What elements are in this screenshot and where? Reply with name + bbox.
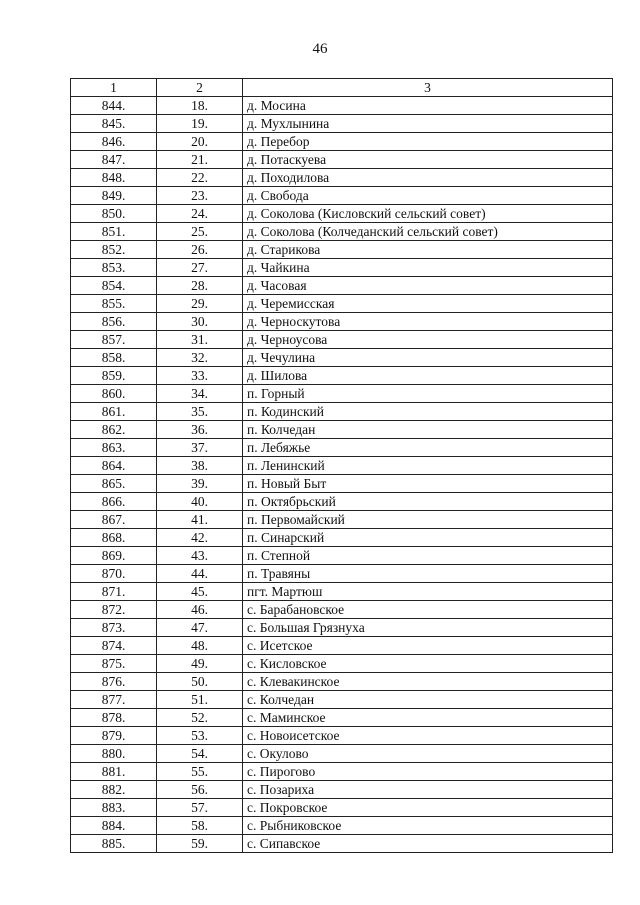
settlement-name-cell: д. Черемисская	[243, 295, 613, 313]
local-number-cell: 30.	[157, 313, 243, 331]
settlement-name-cell: п. Колчедан	[243, 421, 613, 439]
settlement-name-cell: д. Часовая	[243, 277, 613, 295]
table-row	[71, 241, 613, 259]
row-number-cell: 865.	[71, 475, 157, 493]
table-row	[71, 277, 613, 295]
row-number-cell: 860.	[71, 385, 157, 403]
local-number-cell: 28.	[157, 277, 243, 295]
settlement-name-cell: д. Свобода	[243, 187, 613, 205]
local-number-cell: 18.	[157, 97, 243, 115]
table-row	[71, 133, 613, 151]
settlement-name-cell: с. Колчедан	[243, 691, 613, 709]
table-row	[71, 349, 613, 367]
row-number-cell: 861.	[71, 403, 157, 421]
local-number-cell: 43.	[157, 547, 243, 565]
settlement-name-cell: п. Травяны	[243, 565, 613, 583]
settlement-name-cell: д. Перебор	[243, 133, 613, 151]
row-number-cell: 849.	[71, 187, 157, 205]
local-number-cell: 46.	[157, 601, 243, 619]
settlement-name-cell: п. Первомайский	[243, 511, 613, 529]
table-row	[71, 691, 613, 709]
table-row	[71, 97, 613, 115]
settlement-name-cell: д. Чечулина	[243, 349, 613, 367]
settlement-name-cell: д. Походилова	[243, 169, 613, 187]
settlement-name-cell: п. Степной	[243, 547, 613, 565]
local-number-cell: 55.	[157, 763, 243, 781]
settlement-name-cell: с. Рыбниковское	[243, 817, 613, 835]
table-row	[71, 223, 613, 241]
table-row	[71, 187, 613, 205]
local-number-cell: 26.	[157, 241, 243, 259]
settlement-name-cell: д. Старикова	[243, 241, 613, 259]
local-number-cell: 29.	[157, 295, 243, 313]
row-number-cell: 851.	[71, 223, 157, 241]
local-number-cell: 33.	[157, 367, 243, 385]
row-number-cell: 846.	[71, 133, 157, 151]
settlement-name-cell: с. Окулово	[243, 745, 613, 763]
row-number-cell: 874.	[71, 637, 157, 655]
table-header-row	[71, 79, 613, 97]
row-number-cell: 871.	[71, 583, 157, 601]
header-cell-2: 2	[157, 79, 243, 97]
table-row	[71, 295, 613, 313]
local-number-cell: 38.	[157, 457, 243, 475]
local-number-cell: 39.	[157, 475, 243, 493]
table-row	[71, 115, 613, 133]
settlement-name-cell: с. Кисловское	[243, 655, 613, 673]
settlement-name-cell: д. Черноскутова	[243, 313, 613, 331]
row-number-cell: 845.	[71, 115, 157, 133]
local-number-cell: 51.	[157, 691, 243, 709]
row-number-cell: 879.	[71, 727, 157, 745]
table-row	[71, 709, 613, 727]
row-number-cell: 869.	[71, 547, 157, 565]
settlement-name-cell: с. Позариха	[243, 781, 613, 799]
row-number-cell: 850.	[71, 205, 157, 223]
row-number-cell: 853.	[71, 259, 157, 277]
table-row	[71, 583, 613, 601]
local-number-cell: 58.	[157, 817, 243, 835]
row-number-cell: 857.	[71, 331, 157, 349]
settlement-name-cell: д. Мухлынина	[243, 115, 613, 133]
row-number-cell: 855.	[71, 295, 157, 313]
settlement-name-cell: д. Шилова	[243, 367, 613, 385]
local-number-cell: 59.	[157, 835, 243, 853]
row-number-cell: 870.	[71, 565, 157, 583]
settlement-name-cell: с. Исетское	[243, 637, 613, 655]
settlement-name-cell: п. Новый Быт	[243, 475, 613, 493]
local-number-cell: 57.	[157, 799, 243, 817]
settlement-name-cell: с. Барабановское	[243, 601, 613, 619]
table-row	[71, 745, 613, 763]
local-number-cell: 52.	[157, 709, 243, 727]
table-row	[71, 799, 613, 817]
settlement-name-cell: с. Новоисетское	[243, 727, 613, 745]
local-number-cell: 31.	[157, 331, 243, 349]
row-number-cell: 844.	[71, 97, 157, 115]
table-row	[71, 655, 613, 673]
row-number-cell: 882.	[71, 781, 157, 799]
local-number-cell: 23.	[157, 187, 243, 205]
table-row	[71, 367, 613, 385]
settlement-name-cell: п. Кодинский	[243, 403, 613, 421]
settlement-name-cell: п. Лебяжье	[243, 439, 613, 457]
settlement-name-cell: д. Соколова (Колчеданский сельский совет)	[243, 223, 613, 241]
local-number-cell: 37.	[157, 439, 243, 457]
table-row	[71, 205, 613, 223]
local-number-cell: 49.	[157, 655, 243, 673]
table-row	[71, 727, 613, 745]
local-number-cell: 19.	[157, 115, 243, 133]
settlement-name-cell: с. Маминское	[243, 709, 613, 727]
table-row	[71, 169, 613, 187]
settlement-name-cell: д. Черноусова	[243, 331, 613, 349]
table-row	[71, 457, 613, 475]
settlement-name-cell: д. Мосина	[243, 97, 613, 115]
settlement-name-cell: с. Большая Грязнуха	[243, 619, 613, 637]
row-number-cell: 863.	[71, 439, 157, 457]
settlement-name-cell: п. Ленинский	[243, 457, 613, 475]
local-number-cell: 21.	[157, 151, 243, 169]
table-row	[71, 619, 613, 637]
row-number-cell: 885.	[71, 835, 157, 853]
local-number-cell: 32.	[157, 349, 243, 367]
local-number-cell: 47.	[157, 619, 243, 637]
local-number-cell: 48.	[157, 637, 243, 655]
row-number-cell: 852.	[71, 241, 157, 259]
local-number-cell: 25.	[157, 223, 243, 241]
settlement-name-cell: с. Клевакинское	[243, 673, 613, 691]
table-row	[71, 673, 613, 691]
header-cell-1: 1	[71, 79, 157, 97]
settlement-name-cell: п. Горный	[243, 385, 613, 403]
settlement-name-cell: д. Соколова (Кисловский сельский совет)	[243, 205, 613, 223]
row-number-cell: 884.	[71, 817, 157, 835]
local-number-cell: 50.	[157, 673, 243, 691]
local-number-cell: 22.	[157, 169, 243, 187]
row-number-cell: 875.	[71, 655, 157, 673]
local-number-cell: 44.	[157, 565, 243, 583]
local-number-cell: 35.	[157, 403, 243, 421]
local-number-cell: 27.	[157, 259, 243, 277]
table-row	[71, 151, 613, 169]
row-number-cell: 868.	[71, 529, 157, 547]
table-row	[71, 529, 613, 547]
settlement-name-cell: д. Чайкина	[243, 259, 613, 277]
table-row	[71, 313, 613, 331]
row-number-cell: 848.	[71, 169, 157, 187]
row-number-cell: 858.	[71, 349, 157, 367]
local-number-cell: 56.	[157, 781, 243, 799]
table-row	[71, 331, 613, 349]
table-row	[71, 475, 613, 493]
page-number: 46	[312, 41, 328, 57]
settlement-name-cell: с. Покровское	[243, 799, 613, 817]
table-body	[71, 79, 613, 853]
local-number-cell: 40.	[157, 493, 243, 511]
row-number-cell: 856.	[71, 313, 157, 331]
row-number-cell: 859.	[71, 367, 157, 385]
row-number-cell: 883.	[71, 799, 157, 817]
table-row	[71, 565, 613, 583]
row-number-cell: 876.	[71, 673, 157, 691]
settlement-name-cell: с. Пирогово	[243, 763, 613, 781]
local-number-cell: 41.	[157, 511, 243, 529]
row-number-cell: 881.	[71, 763, 157, 781]
row-number-cell: 880.	[71, 745, 157, 763]
settlement-name-cell: с. Сипавское	[243, 835, 613, 853]
settlements-table	[70, 78, 613, 853]
local-number-cell: 54.	[157, 745, 243, 763]
row-number-cell: 878.	[71, 709, 157, 727]
settlement-name-cell: пгт. Мартюш	[243, 583, 613, 601]
table-row	[71, 511, 613, 529]
local-number-cell: 53.	[157, 727, 243, 745]
table-row	[71, 601, 613, 619]
local-number-cell: 34.	[157, 385, 243, 403]
table-row	[71, 259, 613, 277]
table-row	[71, 637, 613, 655]
settlement-name-cell: п. Октябрьский	[243, 493, 613, 511]
table-row	[71, 421, 613, 439]
row-number-cell: 862.	[71, 421, 157, 439]
row-number-cell: 866.	[71, 493, 157, 511]
row-number-cell: 854.	[71, 277, 157, 295]
table-row	[71, 781, 613, 799]
table-row	[71, 547, 613, 565]
table-row	[71, 835, 613, 853]
table-row	[71, 439, 613, 457]
row-number-cell: 872.	[71, 601, 157, 619]
table-row	[71, 403, 613, 421]
row-number-cell: 864.	[71, 457, 157, 475]
table-row	[71, 817, 613, 835]
local-number-cell: 20.	[157, 133, 243, 151]
row-number-cell: 867.	[71, 511, 157, 529]
table-row	[71, 763, 613, 781]
row-number-cell: 847.	[71, 151, 157, 169]
settlement-name-cell: д. Потаскуева	[243, 151, 613, 169]
settlement-name-cell: п. Синарский	[243, 529, 613, 547]
row-number-cell: 873.	[71, 619, 157, 637]
header-cell-3: 3	[243, 79, 613, 97]
table-row	[71, 385, 613, 403]
local-number-cell: 42.	[157, 529, 243, 547]
table-row	[71, 493, 613, 511]
row-number-cell: 877.	[71, 691, 157, 709]
local-number-cell: 45.	[157, 583, 243, 601]
local-number-cell: 24.	[157, 205, 243, 223]
local-number-cell: 36.	[157, 421, 243, 439]
